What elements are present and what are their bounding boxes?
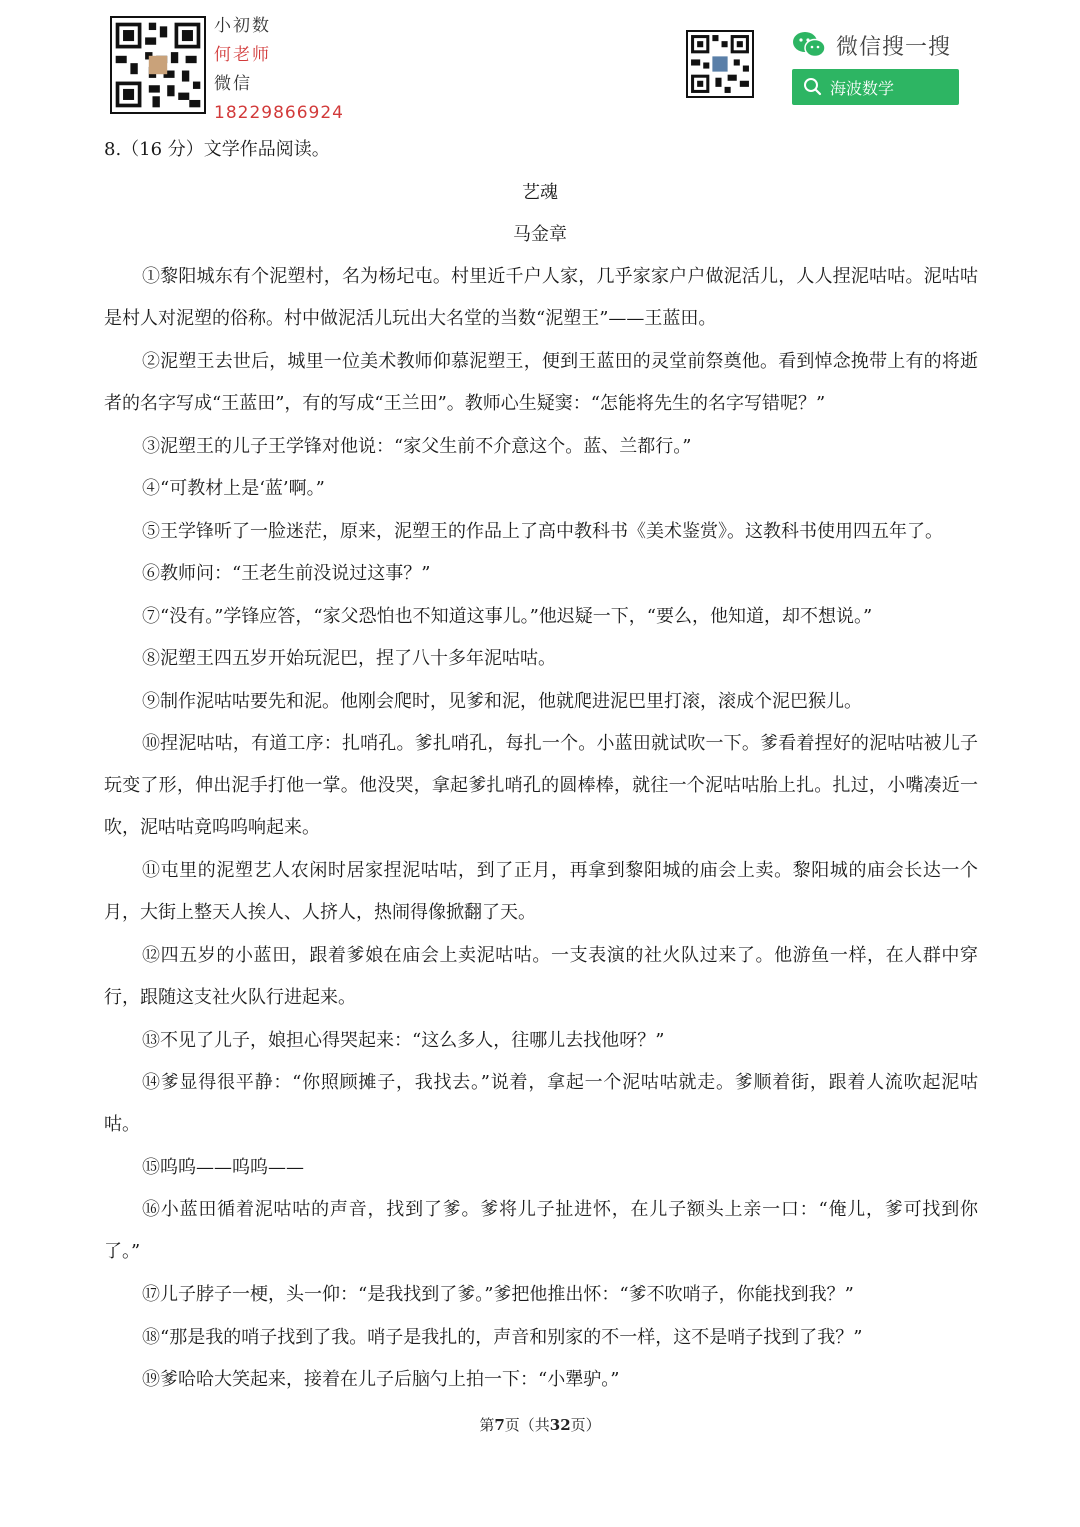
qr-code-icon <box>112 18 204 112</box>
footer-total-pages: 32 <box>549 1416 571 1434</box>
paragraph-8: ⑧泥塑王四五岁开始玩泥巴，捏了八十多年泥咕咕。 <box>142 648 556 669</box>
paragraph-6: ⑥教师问：“王老生前没说过这事？” <box>142 563 431 584</box>
paragraph-10: ⑩捏泥咕咕，有道工序：扎哨孔。爹扎哨孔，每扎一个。小蓝田就试吹一下。爹看着捏好的泥咕咕被儿子玩变了形，伸出泥手打他一掌。他没哭，拿起爹扎哨孔的圆棒棒，就往一个泥咕咕胎上扎。扎过，小嘴凑近一吹，泥咕咕竟呜呜响起来。 <box>104 733 978 838</box>
paragraph-1: ①黎阳城东有个泥塑村，名为杨圮屯。村里近千户人家，几乎家家户户做泥活儿，人人捏泥咕咕。泥咕咕是村人对泥塑的俗称。村中做泥活儿玩出大名堂的当数“泥塑王”——王蓝田。 <box>104 266 978 329</box>
qr-code-right <box>686 30 754 98</box>
paragraph-19: ⑲爹哈哈大笑起来，接着在儿子后脑勺上拍一下：“小犟驴。” <box>142 1369 620 1390</box>
teacher-contact <box>214 12 344 128</box>
page-footer <box>0 1414 1080 1435</box>
contact-phone: 18229866924 <box>214 103 344 123</box>
article-title: 艺魂 <box>522 182 558 203</box>
wechat-search-label: 微信搜一搜 <box>836 34 952 60</box>
qr-code-icon <box>688 32 752 96</box>
paragraph-3: ③泥塑王的儿子王学锋对他说：“家父生前不介意这个。蓝、兰都行。” <box>142 436 692 457</box>
paragraph-9: ⑨制作泥咕咕要先和泥。他刚会爬时，见爹和泥，他就爬进泥巴里打滚，滚成个泥巴猴儿。 <box>142 691 862 712</box>
search-icon <box>802 76 824 98</box>
paragraph-13: ⑬不见了儿子，娘担心得哭起来：“这么多人，往哪儿去找他呀？” <box>142 1030 665 1051</box>
paragraph-4: ④“可教材上是‘蓝’啊。” <box>142 478 325 499</box>
footer-suffix: 页） <box>570 1416 601 1434</box>
question-heading: 8.（16 分）文学作品阅读。 <box>104 139 330 160</box>
paragraph-2: ②泥塑王去世后，城里一位美术教师仰慕泥塑王，便到王蓝田的灵堂前祭奠他。看到悼念挽带上有的将逝者的名字写成“王蓝田”，有的写成“王兰田”。教师心生疑窦：“怎能将先生的名字写错呢？” <box>104 351 978 414</box>
article-author: 马金章 <box>513 224 567 245</box>
paragraph-12: ⑫四五岁的小蓝田，跟着爹娘在庙会上卖泥咕咕。一支表演的社火队过来了。他游鱼一样，在人群中穿行，跟随这支社火队行进起来。 <box>104 945 978 1008</box>
footer-prefix: 第 <box>479 1416 495 1434</box>
contact-teacher-name: 何老师 <box>214 45 271 65</box>
paragraph-15: ⑮呜呜——呜呜—— <box>142 1157 304 1178</box>
footer-mid: 页（共 <box>504 1416 550 1434</box>
wechat-search-box[interactable] <box>792 69 959 105</box>
qr-code-left <box>110 16 206 114</box>
contact-line-1: 小初数 <box>214 16 271 36</box>
paragraph-18: ⑱“那是我的哨子找到了我。哨子是我扎的，声音和别家的不一样，这不是哨子找到了我？” <box>142 1327 863 1348</box>
paragraph-16: ⑯小蓝田循着泥咕咕的声音，找到了爹。爹将儿子扯进怀，在儿子额头上亲一口：“俺儿，爹可找到你了。” <box>104 1199 978 1262</box>
wechat-icon <box>792 31 826 59</box>
paragraph-14: ⑭爹显得很平静：“你照顾摊子，我找去。”说着，拿起一个泥咕咕就走。爹顺着街，跟着人流吹起泥咕咕。 <box>104 1072 978 1135</box>
wechat-search-term: 海波数学 <box>830 78 895 98</box>
contact-line-3: 微信 <box>214 74 252 94</box>
paragraph-11: ⑪屯里的泥塑艺人农闲时居家捏泥咕咕，到了正月，再拿到黎阳城的庙会上卖。黎阳城的庙会长达一个月，大街上整天人挨人、人挤人，热闹得像掀翻了天。 <box>104 860 978 923</box>
paragraph-7: ⑦“没有。”学锋应答，“家父恐怕也不知道这事儿。”他迟疑一下，“要么，他知道，却不想说。” <box>142 606 873 627</box>
paragraph-5: ⑤王学锋听了一脸迷茫，原来，泥塑王的作品上了高中教科书《美术鉴赏》。这教科书使用四五年了。 <box>142 521 943 542</box>
wechat-search-header <box>792 28 951 62</box>
footer-page-number: 7 <box>494 1416 505 1434</box>
paragraph-17: ⑰儿子脖子一梗，头一仰：“是我找到了爹。”爹把他推出怀：“爹不吹哨子，你能找到我？” <box>142 1284 854 1305</box>
